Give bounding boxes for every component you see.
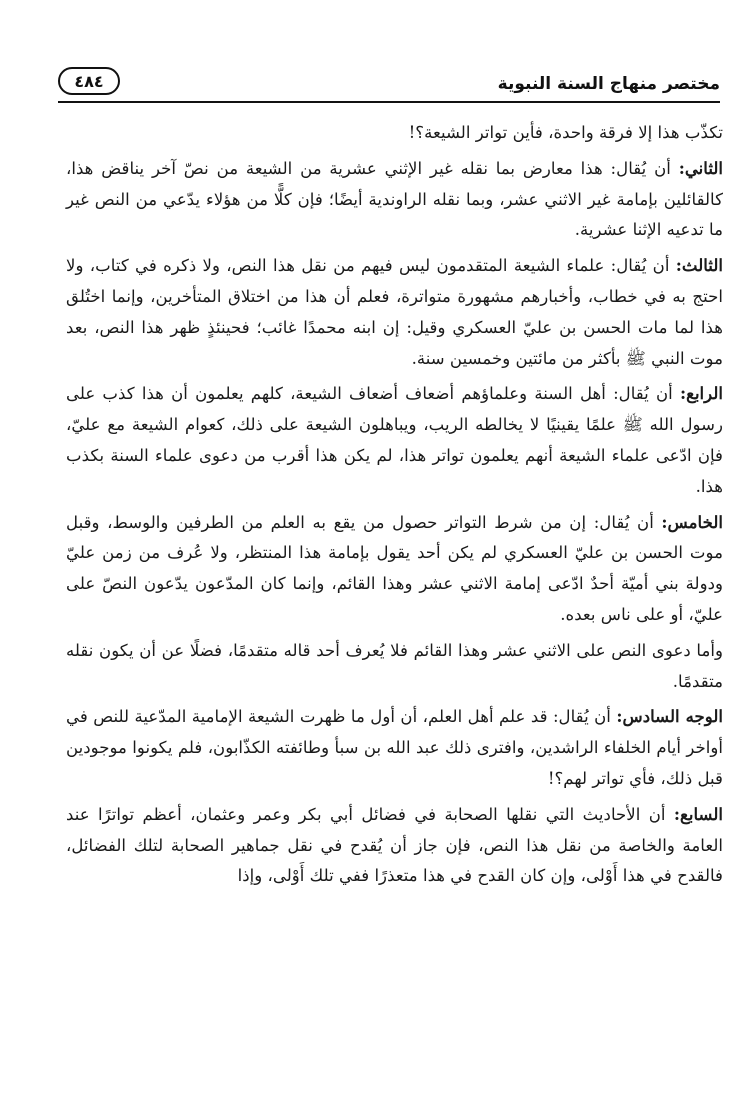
page-body — [66, 117, 723, 896]
paragraph — [66, 153, 723, 246]
paragraph — [66, 378, 723, 502]
paragraph-text: أن يُقال: إن من شرط التواتر حصول من يقع به العلم من الطرفين والوسط، وقبل موت الحسن بن عليّ العسكري لم يكن أحد يقول بإمامة هذا المنتظر، ولا عُرف من زمن عليّ ودولة بني أميّة أحدٌ ادّعى إمامة الاثني عشر وهذا القائم، وإنما كان المدّعون يدّعون النصّ على عليّ، أو على ناس بعده. — [66, 512, 723, 624]
paragraph-lead: الخامس: — [661, 511, 723, 532]
paragraph-text: تكذّب هذا إلا فرقة واحدة، فأين تواتر الشيعة؟! — [408, 123, 723, 142]
paragraph-lead: الوجه السادس: — [616, 706, 723, 727]
paragraph-lead: الثاني: — [678, 157, 723, 178]
paragraph — [66, 117, 723, 149]
paragraph-lead: الرابع: — [679, 383, 723, 404]
paragraph-text: أن يُقال: علماء الشيعة المتقدمون ليس فيهم من نقل هذا النص، ولا ذكره في كتاب، ولا احتج به في خطاب، وأخبارهم مشهورة متواترة، فعلم أن هذا من اختلاق المتأخرين، وإنما اختُلق هذا لما مات الحسن بن عليّ العسكري وقيل: إن ابنه محمدًا غائب؛ فحينئذٍ ظهر هذا النص، بعد موت النبي ﷺ بأكثر من مائتين وخمسين سنة. — [66, 256, 723, 368]
paragraph-text: وأما دعوى النص على الاثني عشر وهذا القائم فلا يُعرف أحد قاله متقدمًا، فضلًا عن أن يكون نقله متقدمًا. — [66, 640, 723, 691]
paragraph — [66, 507, 723, 631]
page-number: ٤٨٤ — [58, 67, 120, 95]
header-divider — [58, 101, 720, 103]
paragraph-text: أن يُقال: أهل السنة وعلماؤهم أضعاف أضعاف الشيعة، كلهم يعلمون أن هذا كذب على رسول الله ﷺ علمًا يقينيًا لا يخالطه الريب، ويباهلون الشيعة على ذلك، كعوام الشيعة مع عليّ، فإن ادّعى علماء الشيعة أنهم يعلمون تواتر هذا، لم يكن هذا أقرب من دعوى علماء السنة بكذب هذا. — [66, 384, 723, 496]
page-header — [58, 64, 720, 104]
paragraph — [66, 701, 723, 794]
paragraph-text: أن الأحاديث التي نقلها الصحابة في فضائل أبي بكر وعمر وعثمان، أعظم تواترًا عند العامة والخاصة من نقل هذا النص، فإن جاز أن يُقدح في نقل جماهير الصحابة لتلك الفضائل، فالقدح في هذا أَوْلى، وإن كان القدح في هذا متعذرًا ففي تلك أَوْلى، وإذا — [66, 804, 723, 886]
paragraph-lead: الثالث: — [675, 255, 723, 276]
paragraph — [66, 635, 723, 698]
book-title: مختصر منهاج السنة النبوية — [497, 74, 720, 94]
paragraph-lead: السابع: — [673, 803, 723, 824]
paragraph-text: أن يُقال: قد علم أهل العلم، أن أول ما ظهرت الشيعة الإمامية المدّعية للنص في أواخر أيام الخلفاء الراشدين، وافترى ذلك عبد الله بن سبأ وطائفته الكذّابون، فلم يكونوا موجودين قبل ذلك، فأي تواتر لهم؟! — [66, 707, 723, 788]
paragraph-text: أن يُقال: هذا معارض بما نقله غير الإثني عشرية من الشيعة من نصّ آخر يناقض هذا، كالقائلين بإمامة غير الاثني عشر، وبما نقله الراوندية أيضًا؛ فإن كلًّا من هؤلاء يدّعي من النص غير ما تدعيه الإثنا عشرية. — [66, 158, 723, 240]
paragraph — [66, 799, 723, 892]
paragraph — [66, 250, 723, 374]
